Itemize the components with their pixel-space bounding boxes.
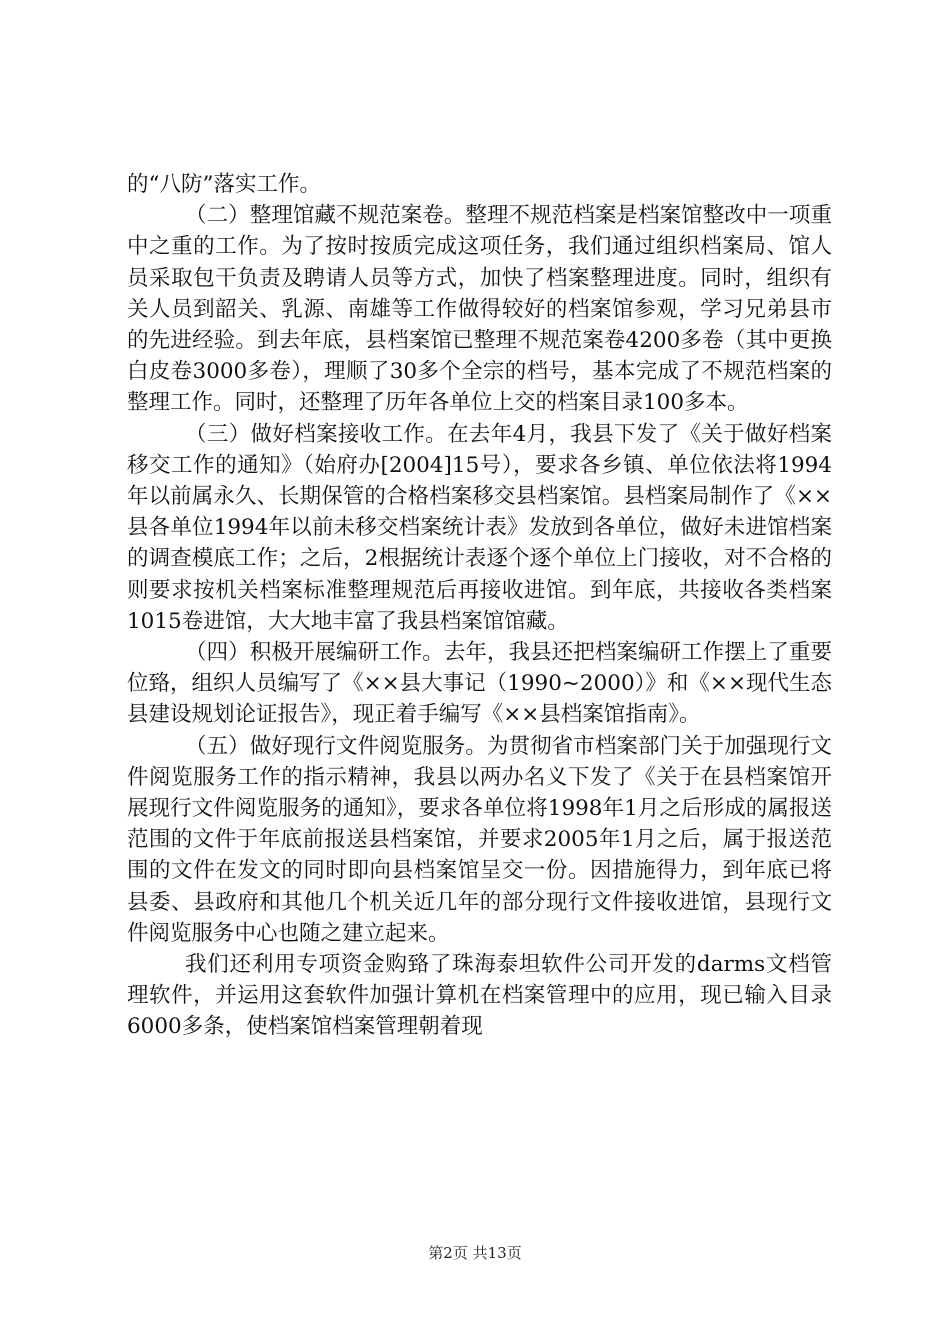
paragraph-continuation: 的“八防”落实工作。: [127, 172, 321, 197]
paragraph-section-5: （五）做好现行文件阅览服务。为贯彻省市档案部门关于加强现行文件阅览服务工作的指示精神，我县以两办名义下发了《关于在县档案馆开展现行文件阅览服务的通知》，要求各单位将1998年1月之后形成的属报送范围的文件于年底前报送县档案馆，并要求2005年1月之后，属于报送范围的文件在发文的同时即向县档案馆呈交一份。因措施得力，到年底已将县委、县政府和其他几个机关近几年的部分现行文件接收进馆，县现行文件阅览服务中心也随之建立起来。: [127, 733, 832, 946]
paragraph-section-4: （四）积极开展编研工作。去年，我县还把档案编研工作摆上了重要位臵，组织人员编写了《××县大事记（1990~2000）》和《××现代生态县建设规划论证报告》，现正着手编写《××县档案馆指南》。: [127, 640, 832, 728]
page-number-footer: 第2页 共13页: [428, 1244, 522, 1262]
document-body: [127, 169, 832, 1043]
paragraph-section-2: （二）整理馆藏不规范案卷。整理不规范档案是档案馆整改中一项重中之重的工作。为了按时按质完成这项任务，我们通过组织档案局、馆人员采取包干负责及聘请人员等方式，加快了档案整理进度。同时，组织有关人员到韶关、乳源、南雄等工作做得较好的档案馆参观，学习兄弟县市的先进经验。到去年底，县档案馆已整理不规范案卷4200多卷（其中更换白皮卷3000多卷），理顺了30多个全宗的档号，基本完成了不规范档案的整理工作。同时，还整理了历年各单位上交的档案目录100多本。: [127, 203, 832, 416]
paragraph-software: 我们还利用专项资金购臵了珠海泰坦软件公司开发的darms文档管理软件，并运用这套软件加强计算机在档案管理中的应用，现已输入目录6000多条，使档案馆档案管理朝着现: [127, 952, 832, 1040]
paragraph-section-3: （三）做好档案接收工作。在去年4月，我县下发了《关于做好档案移交工作的通知》（始府办[2004]15号），要求各乡镇、单位依法将1994年以前属永久、长期保管的合格档案移交县档案馆。县档案局制作了《××县各单位1994年以前未移交档案统计表》发放到各单位，做好未进馆档案的调查模底工作；之后，2根据统计表逐个逐个单位上门接收，对不合格的则要求按机关档案标准整理规范后再接收进馆。到年底，共接收各类档案1015卷进馆，大大地丰富了我县档案馆馆藏。: [127, 421, 832, 634]
